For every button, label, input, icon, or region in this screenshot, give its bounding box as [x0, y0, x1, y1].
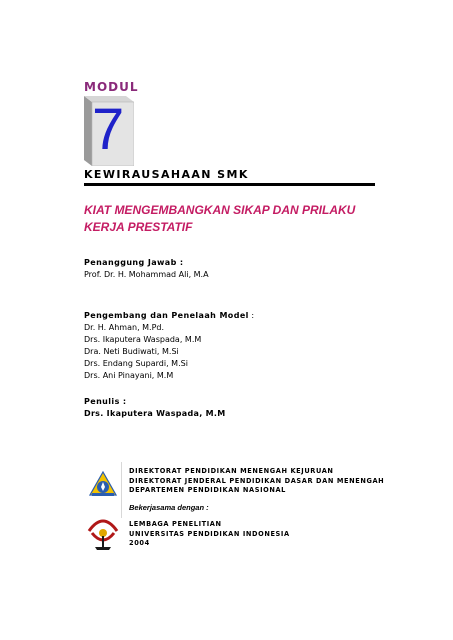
developers-label: Pengembang dan Penelaah Model [84, 311, 249, 320]
module-label: MODUL [84, 80, 139, 94]
writer-label: Penulis : [84, 397, 127, 406]
developers-colon: : [248, 311, 255, 320]
responsible-label: Penanggung Jawab : [84, 258, 184, 267]
partner-block [129, 520, 290, 549]
writer-section [84, 397, 226, 418]
partner-line: UNIVERSITAS PENDIDIKAN INDONESIA [129, 529, 290, 538]
footer-divider [121, 462, 122, 518]
title-line-1: KIAT MENGEMBANGKAN SIKAP DAN PRILAKU [84, 203, 356, 217]
document-title [84, 202, 384, 236]
org-line: DEPARTEMEN PENDIDIKAN NASIONAL [129, 486, 286, 494]
developers-heading [84, 303, 254, 322]
developers-section [84, 303, 254, 381]
developer-name: Drs. Ani Pinayani, M.M [84, 371, 174, 380]
tut-wuri-handayani-logo-icon [89, 471, 117, 497]
upi-logo-icon [87, 517, 119, 551]
cooperation-label: Bekerjasama dengan : [129, 503, 209, 512]
title-line-2: KERJA PRESTATIF [84, 220, 193, 234]
org-line: DIREKTORAT JENDERAL PENDIDIKAN DASAR DAN MENENGAH [129, 476, 385, 485]
module-number: 7 [92, 97, 125, 162]
responsible-name: Prof. Dr. H. Mohammad Ali, M.A [84, 270, 209, 279]
developer-name: Dra. Neti Budiwati, M.Si [84, 347, 179, 356]
developer-name: Dr. H. Ahman, M.Pd. [84, 323, 165, 332]
responsible-section [84, 258, 209, 280]
title-divider [84, 183, 375, 186]
developer-name: Drs. Endang Supardi, M.Si [84, 359, 188, 368]
partner-line: LEMBAGA PENELITIAN [129, 520, 222, 528]
org-line: DIREKTORAT PENDIDIKAN MENENGAH KEJURUAN [129, 467, 334, 475]
course-title: KEWIRAUSAHAAN SMK [84, 168, 249, 181]
writer-name: Drs. Ikaputera Waspada, M.M [84, 409, 226, 418]
partner-line: 2004 [129, 539, 150, 547]
developer-name: Drs. Ikaputera Waspada, M.M [84, 335, 202, 344]
organization-block [129, 467, 384, 496]
